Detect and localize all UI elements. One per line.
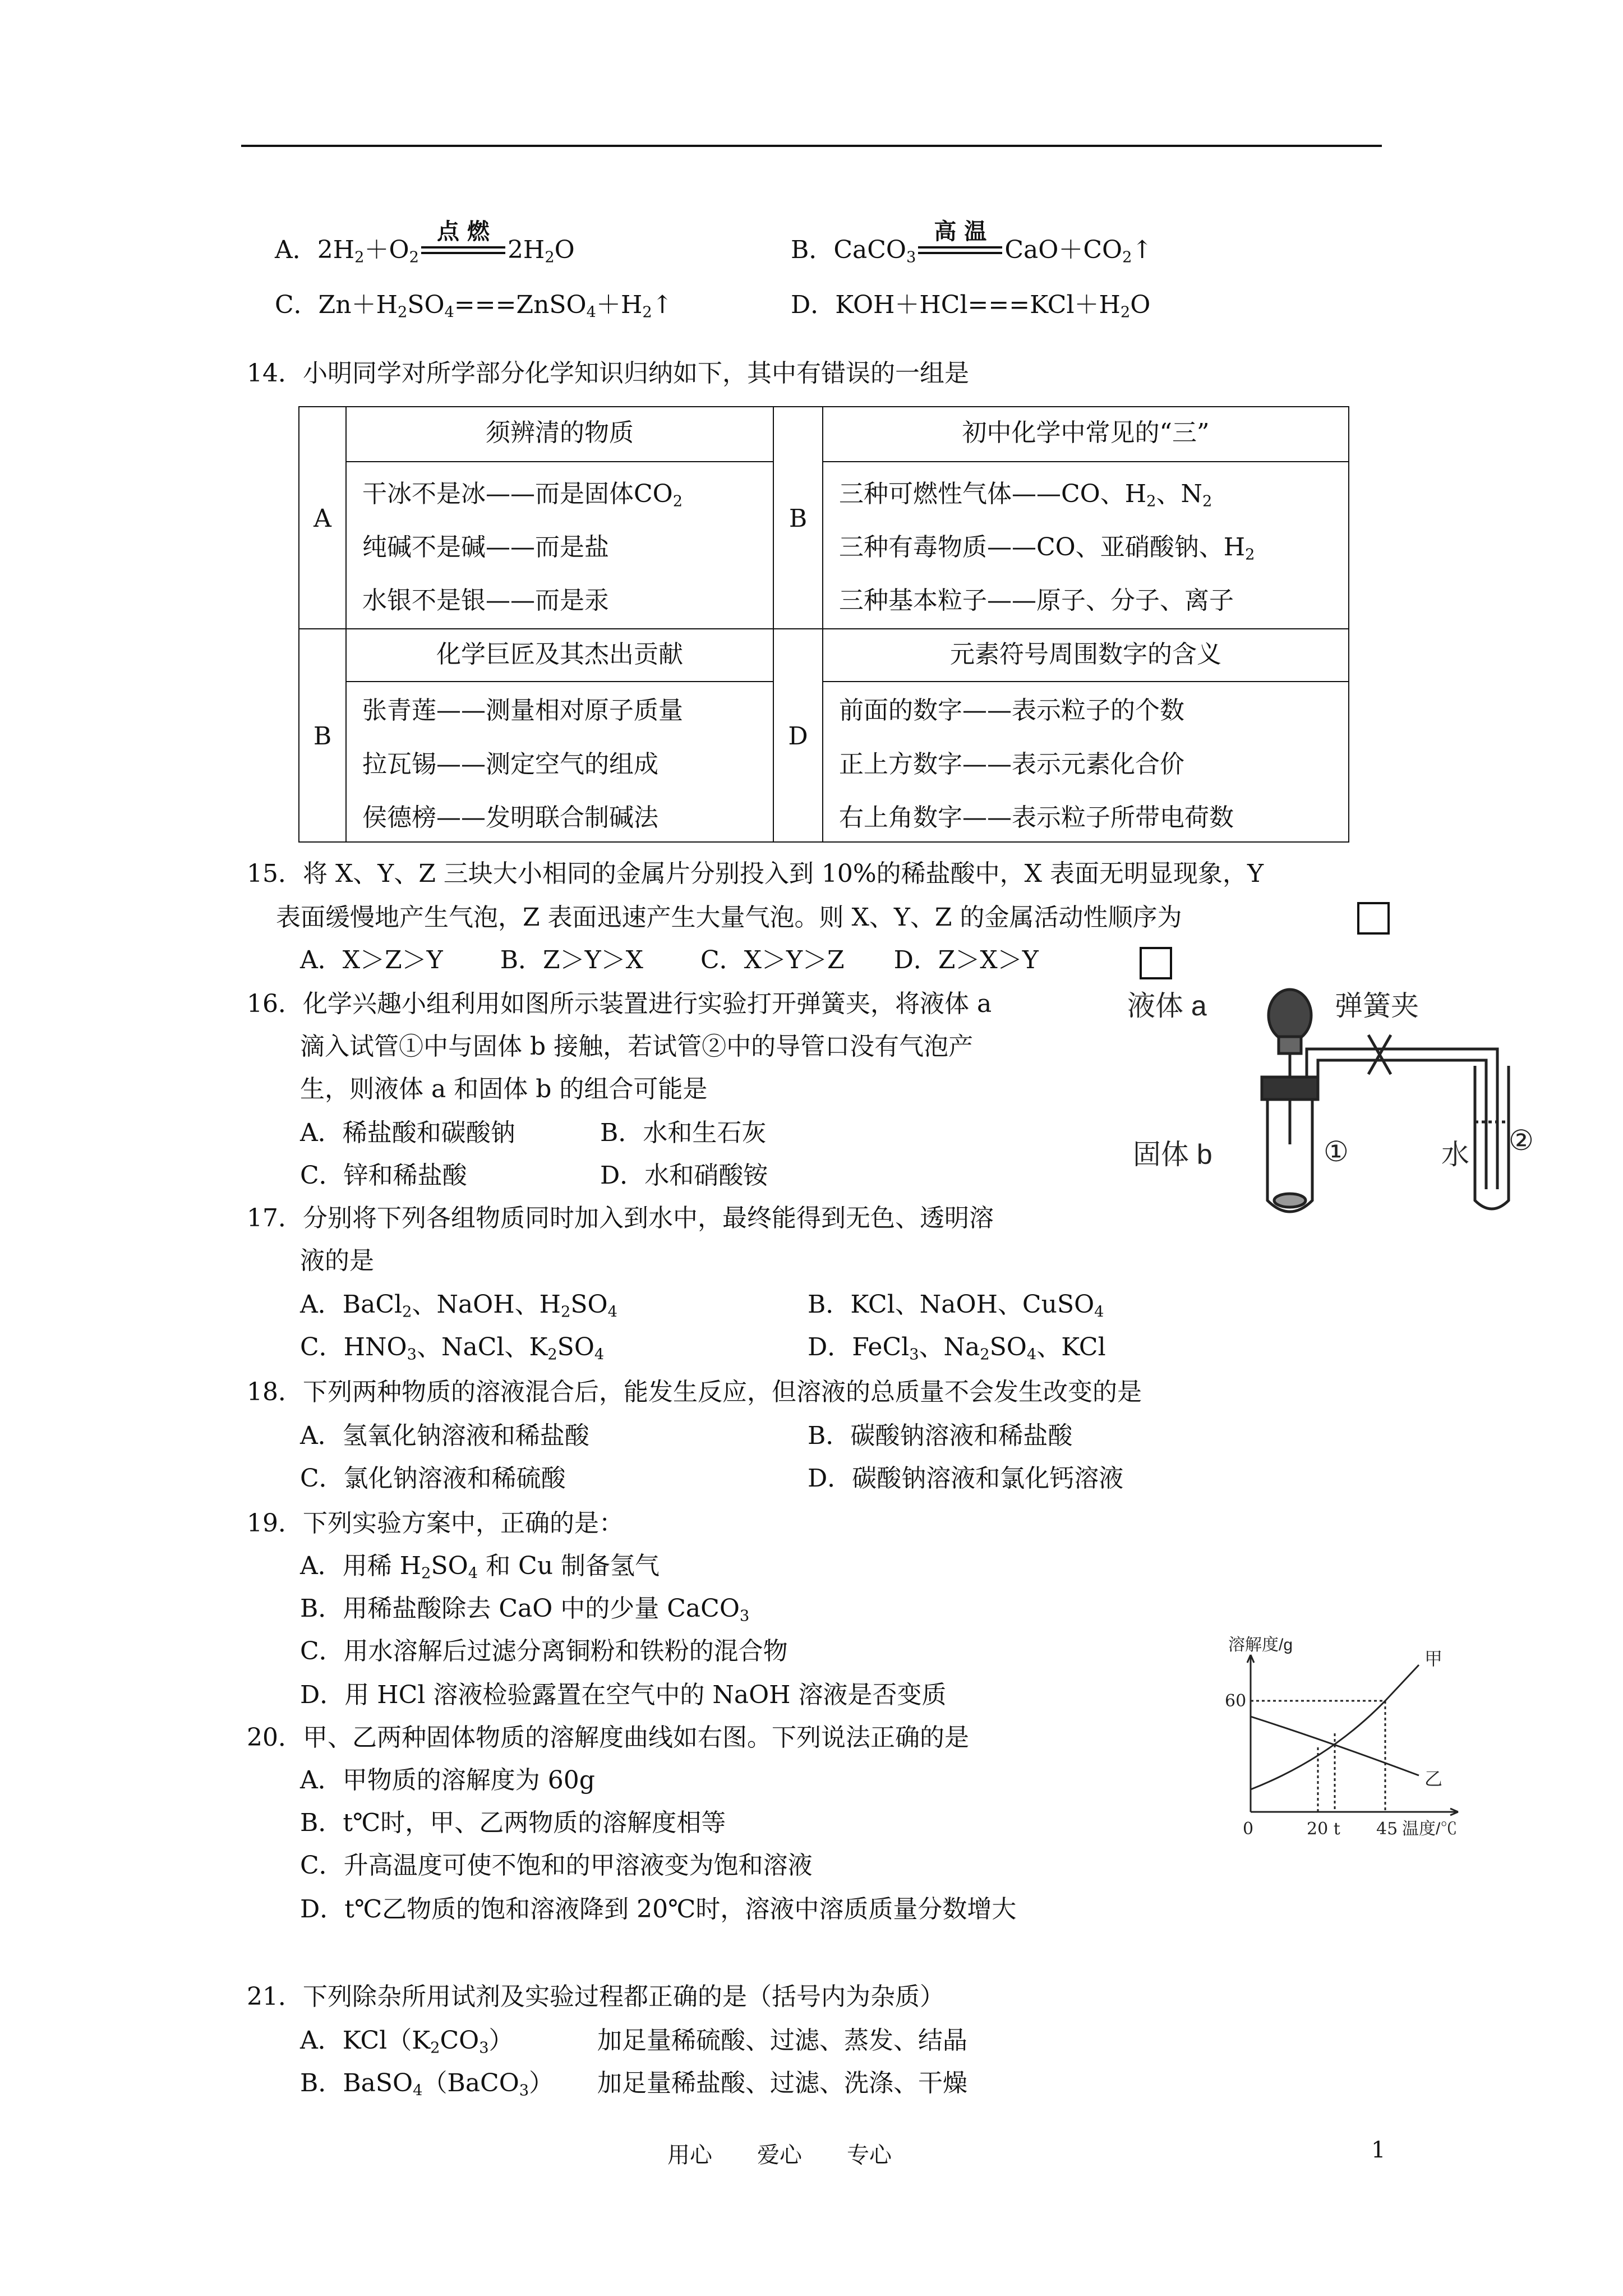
q20-option-c: C．升高温度可使不饱和的甲溶液变为饱和溶液 xyxy=(300,1851,813,1880)
q16-line2: 滴入试管①中与固体 b 接触，若试管②中的导管口没有气泡产 xyxy=(300,1032,974,1061)
chart-curve-jia xyxy=(1251,1665,1419,1789)
chart-label-jia: 甲 xyxy=(1424,1648,1443,1669)
q14-head-bl: 化学巨匠及其杰出贡献 xyxy=(345,628,774,682)
q15-line1: 15．将 X、Y、Z 三块大小相同的金属片分别投入到 10%的稀盐酸中，X 表面无明显现象，Y xyxy=(247,859,1264,888)
chart-xlabel: 温度/℃ xyxy=(1402,1820,1458,1838)
chart-ylabel: 溶解度/g xyxy=(1228,1636,1293,1654)
q13-option-a: A．$2H_2+O_2$ 点 燃 $2H_2O$ xyxy=(275,218,575,266)
q14-stem: 14．小明同学对所学部分化学知识归纳如下，其中有错误的一组是 xyxy=(247,359,969,388)
q14-head-br: 元素符号周围数字的含义 xyxy=(822,628,1349,682)
q20-option-a: A．甲物质的溶解度为 60g xyxy=(300,1766,595,1795)
chart-x20t: 20 t xyxy=(1307,1819,1340,1839)
fig-label-solid: 固体 b xyxy=(1133,1139,1212,1170)
q19-option-c: C．用水溶解后过滤分离铜粉和铁粉的混合物 xyxy=(300,1637,788,1665)
q15-options: A．X＞Z＞Y B．Z＞Y＞X C．X＞Y＞Z D．Z＞X＞Y xyxy=(300,946,1039,974)
q18-option-b: B．碳酸钠溶液和稀盐酸 xyxy=(808,1421,1073,1450)
chart-x45: 45 xyxy=(1376,1819,1398,1839)
q19-stem: 19．下列实验方案中，正确的是： xyxy=(247,1509,624,1538)
q17-option-a: A．BaCl$_2$、NaOH、$H_2SO_4$ xyxy=(300,1290,617,1321)
q15-line2: 表面缓慢地产生气泡，Z 表面迅速产生大量气泡。则 X、Y、Z 的金属活动性顺序为 xyxy=(276,903,1182,932)
q14-head-tr: 初中化学中常见的“三” xyxy=(822,406,1349,462)
chart-label-yi: 乙 xyxy=(1424,1768,1443,1789)
q16-option-b: B．水和生石灰 xyxy=(600,1119,767,1147)
page-number: 1 xyxy=(1371,2137,1386,2163)
q21-stem: 21．下列除杂所用试剂及实验过程都正确的是（括号内为杂质） xyxy=(247,1982,944,2011)
q19-option-a: A．用稀 $H_2SO_4$ 和 Cu 制备氢气 xyxy=(300,1552,660,1582)
q16-option-c: C．锌和稀盐酸 xyxy=(300,1161,467,1190)
header-rule xyxy=(241,145,1382,147)
q17-option-c: C．$HNO_3$、NaCl、$K_2SO_4$ xyxy=(300,1333,605,1364)
q18-option-c: C．氯化钠溶液和稀硫酸 xyxy=(300,1464,566,1493)
q18-option-a: A．氢氧化钠溶液和稀盐酸 xyxy=(300,1421,589,1450)
fig-label-liquid: 液体 a xyxy=(1127,990,1207,1022)
q15-answer-box-2[interactable] xyxy=(1140,947,1172,979)
chart-x0: 0 xyxy=(1243,1819,1254,1839)
q21-option-b-method: 加足量稀盐酸、过滤、洗涤、干燥 xyxy=(597,2069,967,2097)
q14-body-bl: 张青莲——测量相对原子质量 拉瓦锡——测定空气的组成 侯德榜——发明联合制碱法 xyxy=(345,681,774,843)
q17-option-b: B．KCl、NaOH、CuSO$_4$ xyxy=(808,1290,1104,1321)
q17-line1: 17．分别将下列各组物质同时加入到水中，最终能得到无色、透明溶 xyxy=(247,1204,994,1232)
fig-label-tube1: ① xyxy=(1324,1135,1349,1168)
q17-option-d: D．FeCl$_3$、$Na_2SO_4$、KCl xyxy=(808,1333,1106,1364)
q17-line2: 液的是 xyxy=(300,1246,374,1275)
q14-body-br: 前面的数字——表示粒子的个数 正上方数字——表示元素化合价 右上角数字——表示粒子所带电荷数 xyxy=(822,681,1349,843)
q14-label-b1: B xyxy=(773,406,823,629)
q14-body-tl: 干冰不是冰——而是固体$CO_2$ 纯碱不是碱——而是盐 水银不是银——而是汞 xyxy=(345,461,774,629)
footer-motto: 用心 爱心 专心 xyxy=(667,2142,892,2168)
q13-option-d: D．$KOH+HCl===KCl+H_2O$ xyxy=(791,291,1151,321)
q21-option-a-method: 加足量稀硫酸、过滤、蒸发、结晶 xyxy=(597,2026,967,2055)
q21-option-a: A．$KCl(K_2CO_3)$ xyxy=(300,2026,514,2057)
q13-option-c: C．$Zn+H_2SO_4===ZnSO_4+H_2↑$ xyxy=(275,291,673,321)
q18-option-d: D．碳酸钠溶液和氯化钙溶液 xyxy=(808,1464,1124,1493)
q19-option-b: B．用稀盐酸除去 CaO 中的少量 CaCO$_3$ xyxy=(300,1594,750,1625)
q14-table xyxy=(298,406,1349,843)
q18-stem: 18．下列两种物质的溶液混合后，能发生反应，但溶液的总质量不会发生改变的是 xyxy=(247,1378,1142,1406)
q14-label-a: A xyxy=(298,406,347,629)
q16-apparatus-figure xyxy=(1127,976,1534,1228)
q14-label-b2: B xyxy=(298,628,347,843)
q20-stem: 20．甲、乙两种固体物质的溶解度曲线如右图。下列说法正确的是 xyxy=(247,1723,969,1752)
q16-option-a: A．稀盐酸和碳酸钠 xyxy=(300,1119,515,1147)
fig-label-tube2: ② xyxy=(1509,1124,1534,1157)
q13-option-b: B．CaCO$_3$ 高 温 $CaO+CO_2↑$ xyxy=(791,218,1153,266)
q16-line3: 生，则液体 a 和固体 b 的组合可能是 xyxy=(300,1075,708,1103)
chart-y60: 60 xyxy=(1225,1691,1247,1711)
q15-answer-box-1[interactable] xyxy=(1357,902,1390,935)
q20-solubility-chart xyxy=(1217,1638,1475,1862)
q16-option-d: D．水和硝酸铵 xyxy=(600,1161,768,1190)
q14-body-tr: 三种可燃性气体——CO、$H_2$、$N_2$ 三种有毒物质——CO、亚硝酸钠、$H_2$ 三种基本粒子——原子、分子、离子 xyxy=(822,461,1349,629)
q20-option-b: B．t℃时，甲、乙两物质的溶解度相等 xyxy=(300,1809,726,1837)
fig-label-clamp: 弹簧夹 xyxy=(1335,990,1419,1022)
q14-head-tl: 须辨清的物质 xyxy=(345,406,774,462)
q16-line1: 16．化学兴趣小组利用如图所示装置进行实验打开弹簧夹，将液体 a xyxy=(247,990,992,1018)
q14-label-d: D xyxy=(773,628,823,843)
fig-label-water: 水 xyxy=(1441,1139,1469,1170)
q20-option-d: D．t℃乙物质的饱和溶液降到 20℃时，溶液中溶质质量分数增大 xyxy=(300,1895,1017,1924)
q19-option-d: D．用 HCl 溶液检验露置在空气中的 NaOH 溶液是否变质 xyxy=(300,1681,947,1709)
q21-option-b: B．BaSO$_4$（BaCO$_3$） xyxy=(300,2069,554,2100)
